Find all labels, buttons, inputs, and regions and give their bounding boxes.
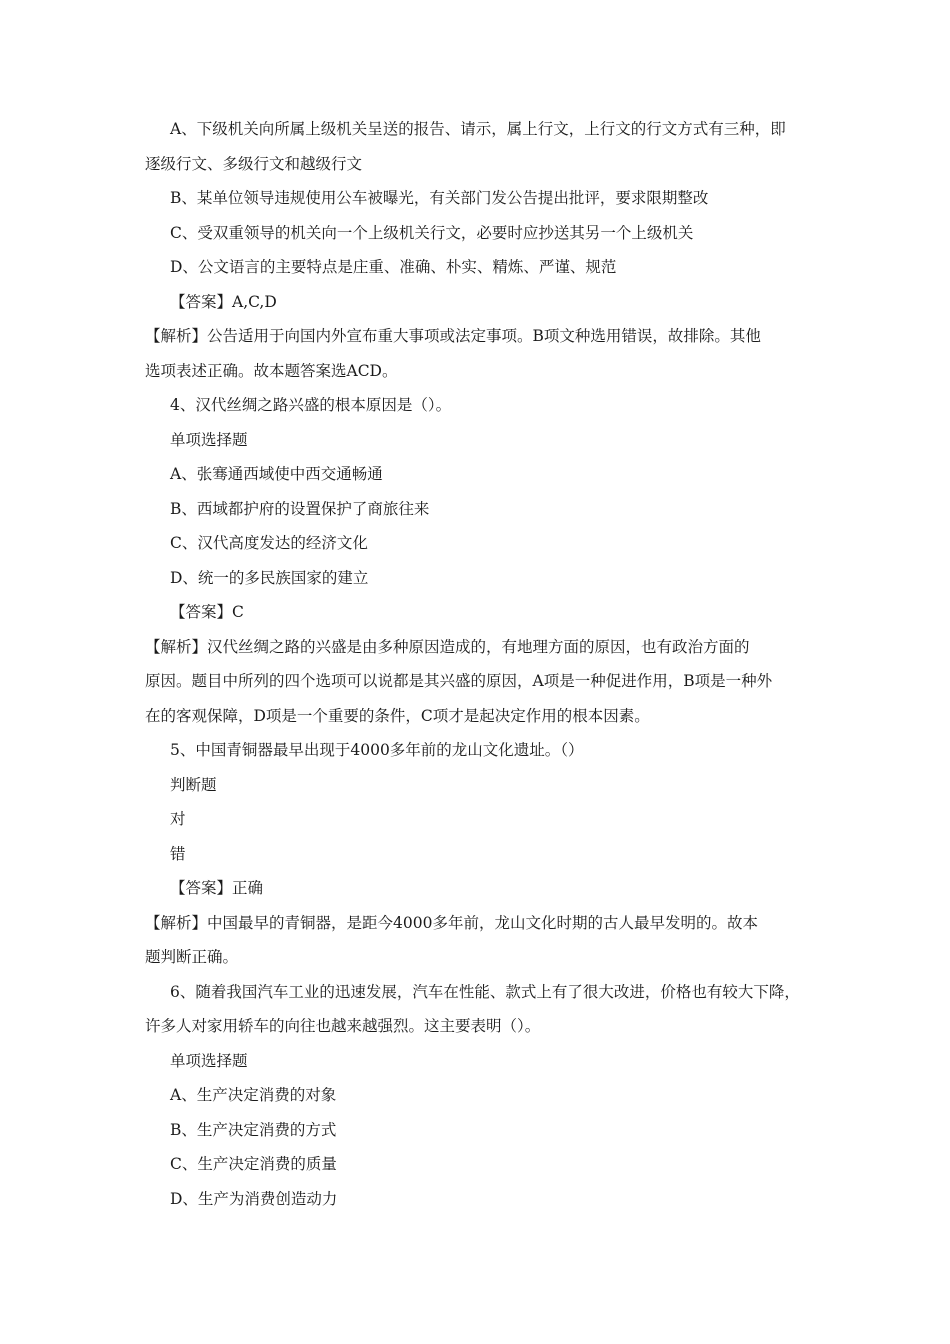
answer-q3: 【答案】A,C,D — [170, 292, 277, 311]
q4-option-d: D、统一的多民族国家的建立 — [170, 568, 369, 587]
analysis-q3: 【解析】公告适用于向国内外宣布重大事项或法定事项。B项文种选用错误，故排除。其他 — [145, 327, 761, 345]
option-a-text: A、下级机关向所属上级机关呈送的报告、请示，属上行文，上行文的行文方式有三种，即 — [170, 120, 786, 138]
analysis-q5-continuation: 题判断正确。 — [145, 948, 239, 966]
option-c-text: C、受双重领导的机关向一个上级机关行文，必要时应抄送其另一个上级机关 — [170, 223, 694, 242]
answer-q5: 【答案】正确 — [170, 879, 264, 897]
question-4: 4、汉代丝绸之路兴盛的根本原因是（）。 — [170, 396, 452, 414]
question-5-type: 判断题 — [170, 775, 217, 794]
q5-option-true: 对 — [170, 810, 186, 828]
q4-option-a: A、张骞通西域使中西交通畅通 — [170, 465, 383, 483]
q6-option-b: B、生产决定消费的方式 — [170, 1120, 337, 1139]
option-a-continuation: 逐级行文、多级行文和越级行文 — [145, 154, 363, 173]
analysis-q4: 【解析】汉代丝绸之路的兴盛是由多种原因造成的，有地理方面的原因，也有政治方面的 — [145, 637, 750, 656]
question-6-type: 单项选择题 — [170, 1051, 248, 1070]
question-6-continuation: 许多人对家用轿车的向往也越来越强烈。这主要表明（）。 — [145, 1017, 541, 1035]
q6-option-c: C、生产决定消费的质量 — [170, 1155, 337, 1173]
question-5: 5、中国青铜器最早出现于4000多年前的龙山文化遗址。（） — [170, 741, 584, 759]
analysis-q3-continuation: 选项表述正确。故本题答案选ACD。 — [145, 361, 398, 380]
q6-option-a: A、生产决定消费的对象 — [170, 1086, 337, 1104]
q4-option-b: B、西域都护府的设置保护了商旅往来 — [170, 499, 430, 518]
option-d-text: D、公文语言的主要特点是庄重、准确、朴实、精炼、严谨、规范 — [170, 258, 617, 276]
analysis-q4-line2: 原因。题目中所列的四个选项可以说都是其兴盛的原因，A项是一种促进作用，B项是一种外 — [145, 672, 773, 690]
question-6: 6、随着我国汽车工业的迅速发展，汽车在性能、款式上有了很大改进，价格也有较大下降， — [170, 982, 800, 1001]
question-4-type: 单项选择题 — [170, 430, 248, 449]
q4-option-c: C、汉代高度发达的经济文化 — [170, 534, 368, 552]
q5-option-false: 错 — [170, 844, 186, 863]
option-b-text: B、某单位领导违规使用公车被曝光，有关部门发公告提出批评，要求限期整改 — [170, 189, 709, 207]
document-body — [145, 112, 805, 1216]
answer-q4: 【答案】C — [170, 603, 244, 621]
q6-option-d: D、生产为消费创造动力 — [170, 1189, 338, 1208]
analysis-q4-line3: 在的客观保障，D项是一个重要的条件，C项才是起决定作用的根本因素。 — [145, 706, 650, 725]
analysis-q5: 【解析】中国最早的青铜器，是距今4000多年前，龙山文化时期的古人最早发明的。故本 — [145, 913, 758, 932]
